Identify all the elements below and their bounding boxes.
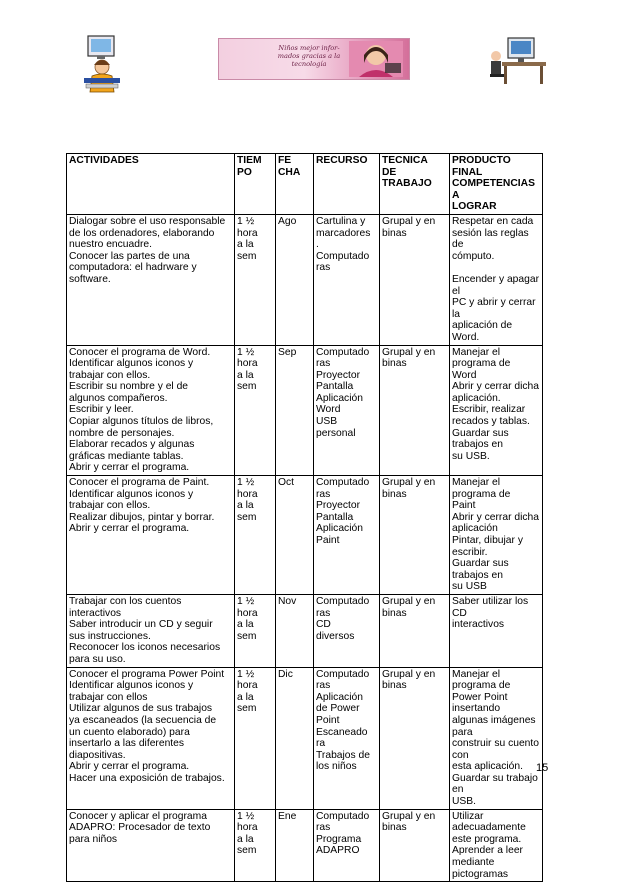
cell-tiempo: 1 ½ hora a la sem [235, 667, 276, 809]
cell-tiempo: 1 ½ hora a la sem [235, 476, 276, 595]
cell-actividades: Conocer el programa de Paint. Identificar algunos iconos y trabajar con ellos. Realizar dibujos, pintar y borrar. Abrir y cerrar el programa. [67, 476, 235, 595]
header-tecnica: TECNICA DE TRABAJO [380, 154, 450, 215]
cell-tiempo: 1 ½ hora a la sem [235, 345, 276, 476]
table-row [67, 667, 543, 809]
computer-desk-logo [488, 34, 550, 86]
cell-recurso: Computado ras Aplicación de Power Point Escaneado ra Trabajos de los niños [314, 667, 380, 809]
banner-girl-photo [349, 41, 403, 77]
cell-producto: Utilizar adecuadamente este programa. Aprender a leer mediante pictogramas [450, 809, 543, 882]
header-producto: PRODUCTO FINAL COMPETENCIAS A LOGRAR [450, 154, 543, 215]
table-row [67, 345, 543, 476]
cell-fecha: Ene [276, 809, 314, 882]
cell-fecha: Oct [276, 476, 314, 595]
cell-tiempo: 1 ½ hora a la sem [235, 594, 276, 667]
header-tiempo: TIEM PO [235, 154, 276, 215]
cell-tecnica: Grupal y en binas [380, 214, 450, 345]
cell-fecha: Sep [276, 345, 314, 476]
cell-tecnica: Grupal y en binas [380, 476, 450, 595]
cell-producto: Saber utilizar los CD interactivos [450, 594, 543, 667]
table-row [67, 214, 543, 345]
activities-table [66, 153, 543, 882]
cell-tecnica: Grupal y en binas [380, 594, 450, 667]
cell-actividades: Conocer el programa Power Point Identificar algunos iconos y trabajar con ellos Utilizar algunos de sus trabajos ya escaneados (la secuencia de un cuento elaborado) para insertarlo a las diferentes diapositivas. Abrir y cerrar el programa. Hacer una exposición de trabajos. [67, 667, 235, 809]
cell-recurso: Computado ras Programa ADAPRO [314, 809, 380, 882]
cell-actividades: Conocer el programa de Word. Identificar algunos iconos y trabajar con ellos. Escribir su nombre y el de algunos compañeros. Escribir y leer. Copiar algunos títulos de libros, nombre de personajes. Elaborar recados y algunas gráficas mediante tablas. Abrir y cerrar el programa. [67, 345, 235, 476]
table-header-row [67, 154, 543, 215]
school-logo-computer-kid [78, 34, 126, 96]
page-number: 15 [536, 762, 549, 774]
cell-recurso: Cartulina y marcadores . Computado ras [314, 214, 380, 345]
cell-actividades: Trabajar con los cuentos interactivos Saber introducir un CD y seguir sus instrucciones. Reconocer los iconos necesarios para su uso. [67, 594, 235, 667]
cell-producto: Respetar en cada sesión las reglas de cómputo. Encender y apagar el PC y abrir y cerrar la aplicación de Word. [450, 214, 543, 345]
cell-producto: Manejar el programa de Word Abrir y cerrar dicha aplicación. Escribir, realizar recados y tablas. Guardar sus trabajos en su USB. [450, 345, 543, 476]
cell-actividades: Dialogar sobre el uso responsable de los ordenadores, elaborando nuestro encuadre. Conocer las partes de una computadora: el hadrware y software. [67, 214, 235, 345]
banner-slogan: Niños mejor infor- mados gracias a la tecnología [277, 44, 341, 68]
header-actividades: ACTIVIDADES [67, 154, 235, 215]
cell-fecha: Nov [276, 594, 314, 667]
cell-tecnica: Grupal y en binas [380, 667, 450, 809]
cell-tiempo: 1 ½ hora a la sem [235, 809, 276, 882]
cell-producto: Manejar el programa de Power Point insertando algunas imágenes para construir su cuento con esta aplicación. Guardar su trabajo en USB. [450, 667, 543, 809]
table-row [67, 594, 543, 667]
table-row [67, 809, 543, 882]
cell-fecha: Ago [276, 214, 314, 345]
table-row [67, 476, 543, 595]
cell-tecnica: Grupal y en binas [380, 345, 450, 476]
cell-tecnica: Grupal y en binas [380, 809, 450, 882]
cell-actividades: Conocer y aplicar el programa ADAPRO: Procesador de texto para niños [67, 809, 235, 882]
header-banner [218, 38, 410, 80]
cell-producto: Manejar el programa de Paint Abrir y cerrar dicha aplicación Pintar, dibujar y escribir. Guardar sus trabajos en su USB [450, 476, 543, 595]
cell-fecha: Dic [276, 667, 314, 809]
cell-recurso: Computado ras CD diversos [314, 594, 380, 667]
header-fecha: FE CHA [276, 154, 314, 215]
cell-tiempo: 1 ½ hora a la sem [235, 214, 276, 345]
header-recurso: RECURSO [314, 154, 380, 215]
cell-recurso: Computado ras Proyector Pantalla Aplicación Word USB personal [314, 345, 380, 476]
cell-recurso: Computado ras Proyector Pantalla Aplicación Paint [314, 476, 380, 595]
